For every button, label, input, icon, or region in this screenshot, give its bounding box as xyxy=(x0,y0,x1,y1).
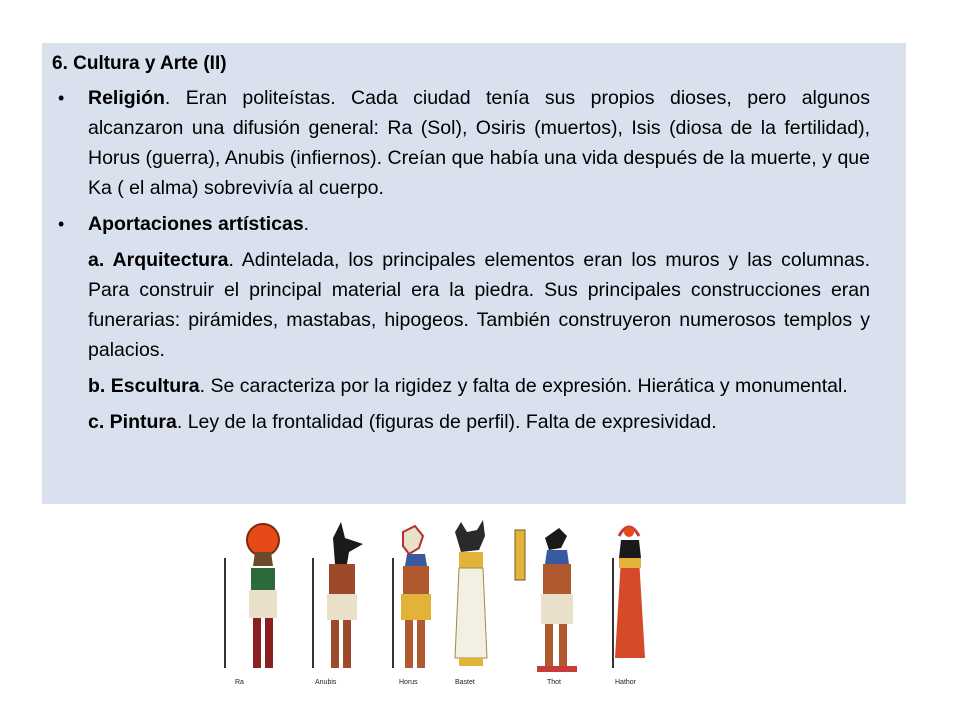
arquitectura-body: . Adintelada, los principales elementos eran los muros y las columnas. Para construir el principal material era la piedra. Sus principales construcciones eran funerarias: pirámides, mastabas, hipogeos. También construyeron numerosos templos y palacios. xyxy=(88,249,871,361)
subitem-pintura xyxy=(52,407,870,437)
content-textbox xyxy=(42,43,906,504)
bullet-aportaciones-text xyxy=(88,209,870,239)
term-pintura: c. Pintura xyxy=(88,411,177,433)
label-horus: Horus xyxy=(399,679,418,686)
religion-body: . Eran politeístas. Cada ciudad tenía sus propios dioses, pero algunos alcanzaron una difusión general: Ra (Sol), Osiris (muertos), Isis (diosa de la fertilidad), Horus (guerra), Anubis (infiernos). Creían que había una vida después de la muerte, y que Ka ( el alma) sobrevivía al cuerpo. xyxy=(88,87,870,199)
term-arquitectura: a. Arquitectura xyxy=(88,249,229,271)
figure-anubis xyxy=(313,522,363,686)
slide-title: 6. Cultura y Arte (II) xyxy=(52,53,227,74)
figure-thot xyxy=(515,528,577,686)
term-aportaciones: Aportaciones artísticas xyxy=(88,213,304,235)
term-religion: Religión xyxy=(88,87,165,109)
figure-hathor xyxy=(613,527,645,686)
label-thot: Thot xyxy=(547,679,562,686)
bullet-aportaciones xyxy=(52,209,870,239)
label-bastet: Bastet xyxy=(455,679,475,686)
bullet-religion xyxy=(52,83,870,203)
subitem-arquitectura xyxy=(52,245,870,365)
subitem-escultura xyxy=(52,371,870,401)
pintura-body: . Ley de la frontalidad (figuras de perfil). Falta de expresividad. xyxy=(176,411,717,433)
escultura-body: . Se caracteriza por la rigidez y falta de expresión. Hierática y monumental. xyxy=(199,375,848,397)
bullet-dot: • xyxy=(58,88,65,108)
figure-horus xyxy=(393,526,431,686)
egyptian-gods-illustration xyxy=(215,518,735,718)
label-ra: Ra xyxy=(235,679,244,686)
label-anubis: Anubis xyxy=(315,679,337,686)
bullet-dot: • xyxy=(58,214,65,234)
figure-ra xyxy=(225,524,279,686)
figure-bastet xyxy=(455,520,487,686)
aportaciones-body: . xyxy=(303,213,310,235)
label-hathor: Hathor xyxy=(615,679,637,686)
bullet-religion-text xyxy=(88,83,870,203)
term-escultura: b. Escultura xyxy=(88,375,200,397)
